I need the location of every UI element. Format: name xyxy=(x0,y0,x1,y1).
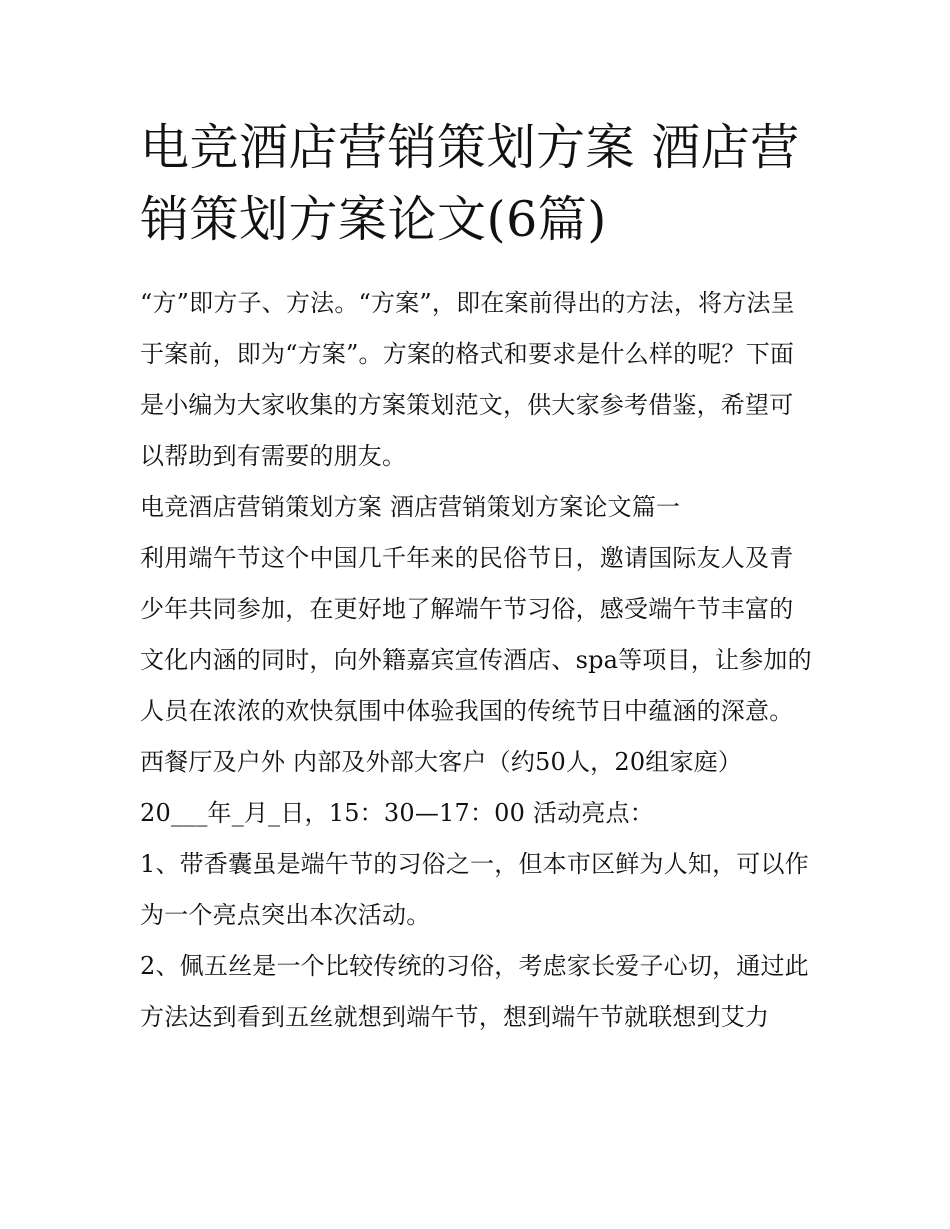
document-title: 电竞酒店营销策划方案 酒店营销策划方案论文(6篇) xyxy=(140,119,800,248)
highlight-item-1: 1、带香囊虽是端午节的习俗之一，但本市区鲜为人知，可以作为一个亮点突出本次活动。 xyxy=(140,850,809,929)
document-page xyxy=(140,112,815,1043)
highlight-item-2: 2、佩五丝是一个比较传统的习俗，考虑家长爱子心切，通过此方法达到看到五丝就想到端午节，想到端午节就联想到艾力 xyxy=(140,952,809,1031)
document-body xyxy=(140,278,815,1043)
time-line: 20___年_月_日，15：30—17：00 活动亮点： xyxy=(140,799,654,827)
body-paragraph: 利用端午节这个中国几千年来的民俗节日，邀请国际友人及青少年共同参加，在更好地了解端午节习俗，感受端午节丰富的文化内涵的同时，向外籍嘉宾宣传酒店、spa等项目，让参加的人员在浓浓的欢快氛围中体验我国的传统节日中蕴涵的深意。 xyxy=(140,544,812,725)
section-heading: 电竞酒店营销策划方案 酒店营销策划方案论文篇一 xyxy=(140,493,681,521)
venue-audience-line: 西餐厅及户外 内部及外部大客户（约50人，20组家庭） xyxy=(140,748,743,776)
intro-paragraph: “方”即方子、方法。“方案”，即在案前得出的方法，将方法呈于案前，即为“方案”。方案的格式和要求是什么样的呢？下面是小编为大家收集的方案策划范文，供大家参考借鉴，希望可以帮助到有需要的朋友。 xyxy=(140,289,795,470)
